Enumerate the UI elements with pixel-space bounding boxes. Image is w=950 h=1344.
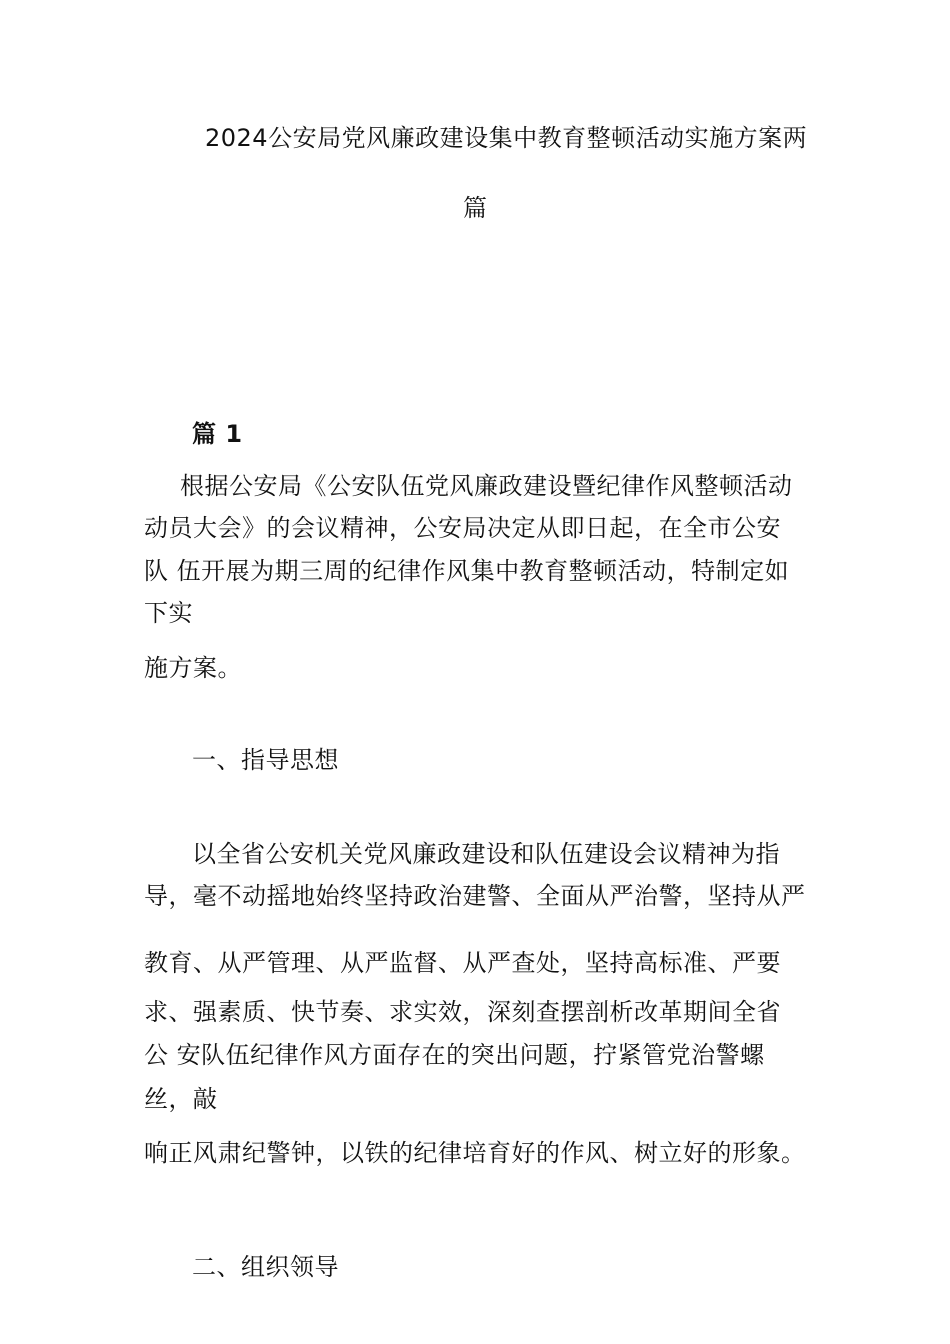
part-heading: 篇 1 [192,420,243,448]
intro-line-4: 下实 [144,599,193,627]
section1-line-7: 响正风肃纪警钟，以铁的纪律培育好的作风、树立好的形象。 [144,1139,806,1167]
intro-line-2: 动员大会》的会议精神，公安局决定从即日起，在全市公安 [144,514,781,542]
section1-line-5: 公 安队伍纪律作风方面存在的突出问题，拧紧管党治警螺 [144,1041,765,1069]
section1-line-6: 丝，敲 [144,1085,218,1113]
section1-line-4: 求、强素质、快节奏、求实效，深刻查摆剖析改革期间全省 [144,998,781,1026]
section-heading-guiding-thought: 一、指导思想 [192,746,339,774]
intro-line-5: 施方案。 [144,654,242,682]
intro-line-1: 根据公安局《公安队伍党风廉政建设暨纪律作风整顿活动 [180,472,793,500]
section1-line-1: 以全省公安机关党风廉政建设和队伍建设会议精神为指 [192,840,780,868]
document-title-line-1: 2024公安局党风廉政建设集中教育整顿活动实施方案两 [205,124,808,152]
intro-line-3: 队 伍开展为期三周的纪律作风集中教育整顿活动，特制定如 [144,557,790,585]
section-heading-organization: 二、组织领导 [192,1253,339,1281]
section1-line-3: 教育、从严管理、从严监督、从严查处，坚持高标准、严要 [144,949,781,977]
section1-line-2: 导，毫不动摇地始终坚持政治建警、全面从严治警，坚持从严 [144,882,806,910]
document-title-line-2: 篇 [463,194,488,222]
